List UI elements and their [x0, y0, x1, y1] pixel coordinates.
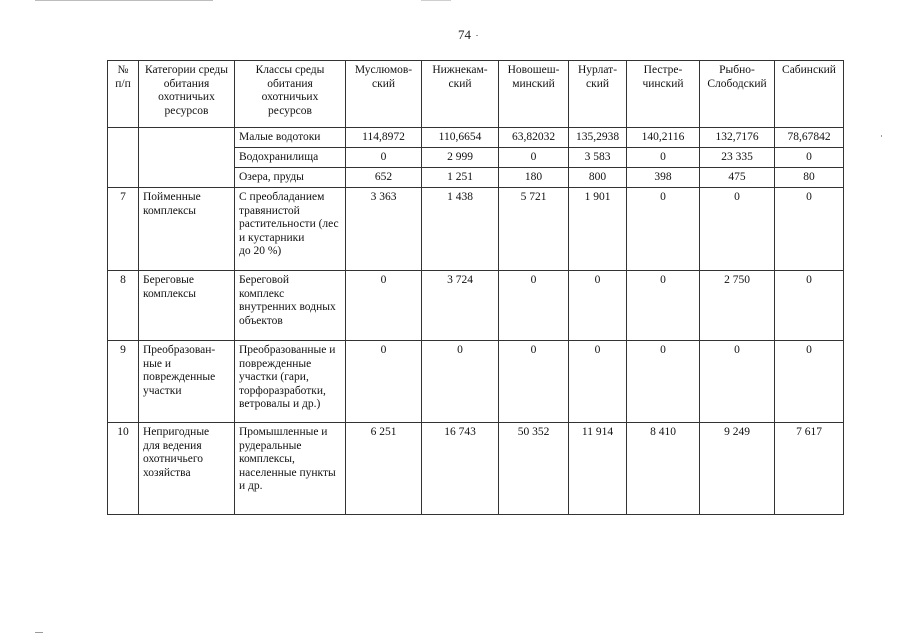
value-cell: 3 724	[422, 271, 499, 341]
value-cell: 63,82032	[499, 128, 569, 148]
value-cell: 80	[775, 168, 844, 188]
value-cell: 0	[700, 188, 775, 271]
table-row	[108, 341, 844, 423]
header-cell: № п/п	[108, 61, 139, 128]
scan-speck	[881, 135, 882, 137]
value-cell: 0	[627, 188, 700, 271]
value-cell: 6 251	[346, 423, 422, 515]
value-cell: 800	[569, 168, 627, 188]
header-cell: Новошеш- минский	[499, 61, 569, 128]
value-cell: 7 617	[775, 423, 844, 515]
row-number-cell: 9	[108, 341, 139, 423]
value-cell: 0	[627, 341, 700, 423]
value-cell: 0	[569, 271, 627, 341]
header-cell: Нижнекам- ский	[422, 61, 499, 128]
value-cell: 475	[700, 168, 775, 188]
value-cell: 50 352	[499, 423, 569, 515]
value-cell: 0	[499, 341, 569, 423]
class-cell: Промышленные и рудеральные комплексы, населенные пункты и др.	[235, 423, 346, 515]
table-row	[108, 128, 844, 148]
value-cell: 8 410	[627, 423, 700, 515]
row-number-cell: 10	[108, 423, 139, 515]
category-cell: Береговые комплексы	[139, 271, 235, 341]
value-cell: 0	[775, 188, 844, 271]
value-cell: 2 999	[422, 148, 499, 168]
class-cell: Береговой комплекс внутренних водных объектов	[235, 271, 346, 341]
header-cell: Муслюмов- ский	[346, 61, 422, 128]
value-cell: 9 249	[700, 423, 775, 515]
class-cell: Озера, пруды	[235, 168, 346, 188]
category-cell: Преобразован- ные и поврежденные участки	[139, 341, 235, 423]
value-cell: 0	[700, 341, 775, 423]
value-cell: 0	[346, 148, 422, 168]
scan-artifact-line	[35, 0, 213, 1]
scan-artifact-dash	[421, 0, 451, 1]
value-cell: 3 583	[569, 148, 627, 168]
value-cell: 5 721	[499, 188, 569, 271]
value-cell: 78,67842	[775, 128, 844, 148]
value-cell: 0	[775, 148, 844, 168]
table-header-row	[108, 61, 844, 128]
value-cell: 132,7176	[700, 128, 775, 148]
table-row	[108, 188, 844, 271]
value-cell: 652	[346, 168, 422, 188]
header-cell: Нурлат- ский	[569, 61, 627, 128]
value-cell: 0	[346, 341, 422, 423]
value-cell: 0	[422, 341, 499, 423]
value-cell: 11 914	[569, 423, 627, 515]
value-cell: 0	[775, 341, 844, 423]
row-number-cell: 7	[108, 188, 139, 271]
header-cell: Рыбно- Слободский	[700, 61, 775, 128]
row-number-cell: 8	[108, 271, 139, 341]
value-cell: 135,2938	[569, 128, 627, 148]
category-cell	[139, 128, 235, 188]
habitat-classes-table	[107, 60, 844, 515]
value-cell: 1 251	[422, 168, 499, 188]
value-cell: 0	[499, 271, 569, 341]
value-cell: 1 901	[569, 188, 627, 271]
value-cell: 180	[499, 168, 569, 188]
value-cell: 16 743	[422, 423, 499, 515]
category-cell: Непригодные для ведения охотничьего хозяйства	[139, 423, 235, 515]
header-cell: Пестре- чинский	[627, 61, 700, 128]
value-cell: 0	[627, 271, 700, 341]
class-cell: Водохранилища	[235, 148, 346, 168]
value-cell: 114,8972	[346, 128, 422, 148]
header-cell: Сабинский	[775, 61, 844, 128]
value-cell: 0	[627, 148, 700, 168]
value-cell: 2 750	[700, 271, 775, 341]
value-cell: 398	[627, 168, 700, 188]
value-cell: 1 438	[422, 188, 499, 271]
table-row	[108, 271, 844, 341]
value-cell: 23 335	[700, 148, 775, 168]
category-cell: Пойменные комплексы	[139, 188, 235, 271]
value-cell: 0	[499, 148, 569, 168]
scan-speck	[476, 35, 478, 36]
class-cell: Преобразованные и поврежденные участки (гари, торфоразработки, ветровалы и др.)	[235, 341, 346, 423]
value-cell: 0	[569, 341, 627, 423]
page-number: 74	[458, 27, 471, 42]
header-cell: Классы среды обитания охотничьих ресурсов	[235, 61, 346, 128]
class-cell: С преобладанием травянистой растительности (лес и кустарники до 20 %)	[235, 188, 346, 271]
table-row	[108, 423, 844, 515]
scan-speck	[35, 632, 43, 633]
class-cell: Малые водотоки	[235, 128, 346, 148]
value-cell: 140,2116	[627, 128, 700, 148]
value-cell: 110,6654	[422, 128, 499, 148]
value-cell: 3 363	[346, 188, 422, 271]
value-cell: 0	[346, 271, 422, 341]
value-cell: 0	[775, 271, 844, 341]
row-number-cell	[108, 128, 139, 188]
header-cell: Категории среды обитания охотничьих ресурсов	[139, 61, 235, 128]
